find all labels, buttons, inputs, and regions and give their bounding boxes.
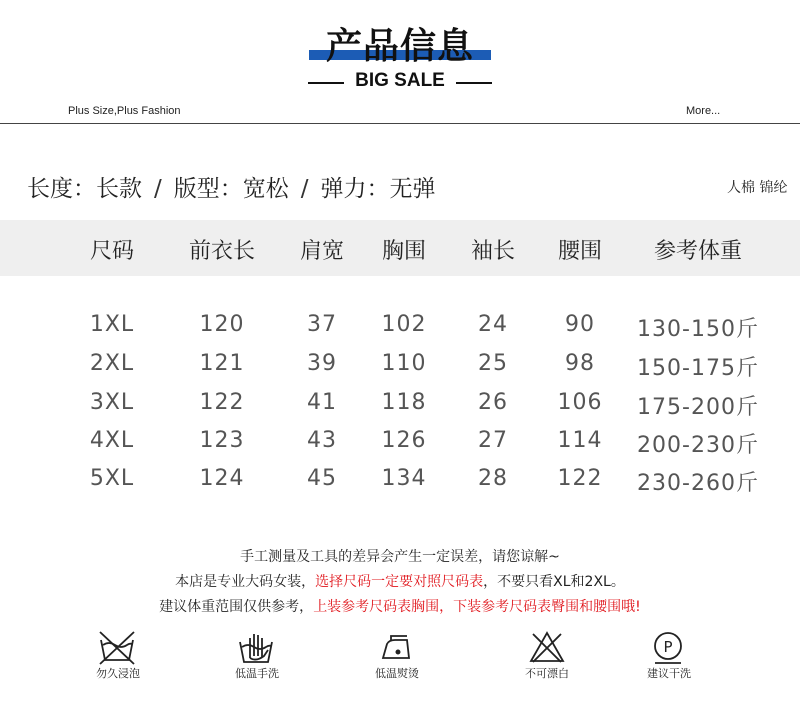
size-table-cell: 25 [478,351,508,376]
size-table-cell: 43 [307,428,337,453]
note-weight-b: 上装参考尺码表胸围，下装参考尺码表臀围和腰围哦! [313,599,641,615]
size-table-cell: 90 [565,312,595,337]
size-table-cell: 45 [307,466,337,491]
more-link[interactable]: More... [686,105,721,117]
size-table-cell: 175-200斤 [637,395,759,420]
size-table-cell: 230-260斤 [637,471,759,496]
size-table-header-cell: 前衣长 [188,239,255,264]
size-table-cell: 39 [307,351,337,376]
note-size-c: ，不要只看XL和2XL。 [483,574,625,590]
note-size-b: 选择尺码一定要对照尺码表 [315,574,484,590]
tagline-left: Plus Size,Plus Fashion [68,105,181,117]
page-subtitle: BIG SALE [355,70,445,91]
size-table-header-cell: 尺码 [89,239,134,264]
note-weight-a: 建议体重范围仅供参考， [159,599,314,615]
note-size-selection [0,571,800,591]
note-size-a: 本店是专业大码女装， [175,574,316,590]
no-bleach-icon [527,628,567,668]
fabric-material: 人棉 锦纶 [727,180,788,196]
note-measurement: 手工测量及工具的差异会产生一定误差，请您谅解~ [240,549,560,565]
size-table-size-cell: 5XL [89,466,135,491]
size-table-cell: 98 [565,351,595,376]
care-label-iron: 低温熨烫 [375,667,419,680]
care-label-dry-clean: 建议干洗 [647,667,691,680]
size-table-header-cell: 参考体重 [653,239,742,264]
care-label-hand-wash: 低温手洗 [235,667,279,680]
size-table-cell: 122 [199,390,245,415]
page-title: 产品信息 [325,26,474,67]
size-table-size-cell: 1XL [89,312,135,337]
size-table-cell: 150-175斤 [637,356,759,381]
product-attributes [27,170,436,203]
svg-text:P: P [663,638,673,656]
size-table-header-cell: 腰围 [557,239,602,264]
care-label-no-bleach: 不可漂白 [525,667,569,680]
size-table-cell: 121 [199,351,245,376]
attr-elasticity: 弹力：无弹 [320,176,436,202]
size-table-header-cell: 胸围 [381,239,426,264]
size-table-cell: 118 [381,390,427,415]
header-divider [0,123,800,124]
size-table-cell: 26 [478,390,508,415]
size-table-size-cell: 2XL [89,351,135,376]
size-table-header-cell: 肩宽 [299,239,344,264]
size-table-cell: 120 [199,312,245,337]
size-table-cell: 37 [307,312,337,337]
hand-wash-icon [236,628,276,668]
size-table-cell: 114 [557,428,603,453]
size-table-cell: 200-230斤 [637,433,759,458]
attr-length: 长度：长款 [27,176,142,202]
attr-separator: / [154,176,162,202]
size-table-cell: 106 [557,390,603,415]
size-table-cell: 102 [381,312,427,337]
note-weight [0,596,800,616]
size-table-cell: 110 [381,351,427,376]
iron-icon [377,628,417,668]
size-table-size-cell: 3XL [89,390,135,415]
attr-fit: 版型：宽松 [173,176,289,202]
size-table-cell: 134 [381,466,427,491]
size-table-header-cell: 袖长 [470,239,515,264]
size-table-cell: 122 [557,466,603,491]
size-table-cell: 130-150斤 [637,317,759,342]
size-table-cell: 123 [199,428,245,453]
dry-clean-icon [648,628,688,668]
attr-separator: / [300,176,309,202]
size-table-cell: 24 [478,312,508,337]
size-table-cell: 28 [478,466,508,491]
size-table-cell: 124 [199,466,245,491]
size-table-size-cell: 4XL [89,428,135,453]
no-soak-icon [97,628,137,668]
size-table-cell: 27 [478,428,508,453]
size-table-cell: 126 [381,428,427,453]
size-table-cell: 41 [307,390,337,415]
care-label-no-soak: 勿久浸泡 [96,667,140,680]
